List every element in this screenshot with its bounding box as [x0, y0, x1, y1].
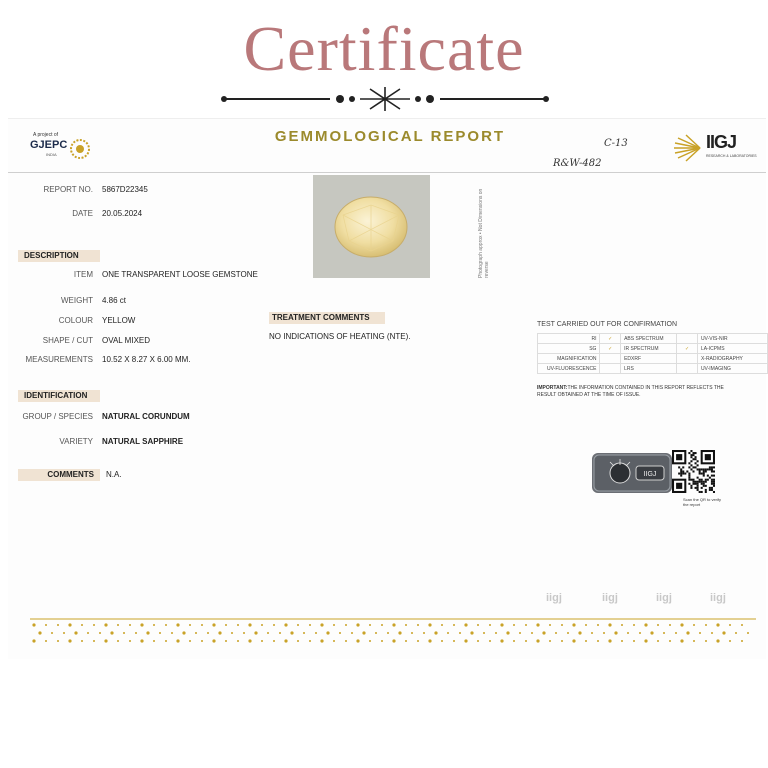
- colour-value: YELLOW: [102, 316, 136, 325]
- identification-heading: IDENTIFICATION: [18, 390, 100, 402]
- qr-note: Scan the QR to verify the report: [683, 497, 722, 507]
- report-title: GEMMOLOGICAL REPORT: [274, 128, 506, 145]
- bottom-ornament-border: [30, 617, 756, 645]
- gjepc-project-of: A project of: [33, 132, 59, 138]
- test-name: MAGNIFICATION: [538, 354, 600, 364]
- tests-title: TEST CARRIED OUT FOR CONFIRMATION: [537, 321, 678, 328]
- variety-value: NATURAL SAPPHIRE: [102, 437, 184, 446]
- page-title: Certificate: [243, 13, 525, 84]
- measurements-label: MEASUREMENTS: [25, 355, 93, 364]
- treatment-heading: TREATMENT COMMENTS: [269, 312, 385, 324]
- test-name: SG: [538, 344, 600, 354]
- photo-note: Photograph approx • Not Dimensions on reverse: [478, 188, 490, 278]
- gjepc-logo: GJEPC: [30, 139, 68, 151]
- test-check: [677, 354, 698, 364]
- handwritten-code-1: C-13: [604, 138, 628, 149]
- watermark-4: iigj: [710, 592, 726, 604]
- item-label: ITEM: [73, 270, 93, 279]
- report-no-value: 5867D22345: [102, 185, 148, 194]
- group-label: GROUP / SPECIES: [22, 412, 93, 421]
- test-check: ✓: [600, 334, 621, 344]
- tests-row: [538, 364, 768, 374]
- watermark-1: iigj: [546, 592, 562, 604]
- tests-row: [538, 354, 768, 364]
- test-check: [677, 334, 698, 344]
- test-check: [600, 364, 621, 374]
- test-name: IR SPECTRUM: [621, 344, 677, 354]
- watermark-3: iigj: [656, 592, 672, 604]
- shape-label: SHAPE / CUT: [42, 336, 93, 345]
- important-text: THE INFORMATION CONTAINED IN THIS REPORT REFLECTS THE RESULT OBTAINED AT THE TIME OF ISSUE.: [537, 385, 724, 398]
- header-divider: [8, 172, 766, 173]
- test-check: ✓: [600, 344, 621, 354]
- shape-value: OVAL MIXED: [102, 336, 151, 345]
- treatment-value: NO INDICATIONS OF HEATING (NTE).: [269, 332, 411, 341]
- gjepc-india: INDIA: [46, 152, 57, 157]
- qr-code[interactable]: [672, 450, 715, 493]
- date-value: 20.05.2024: [102, 209, 143, 218]
- variety-label: VARIETY: [59, 437, 93, 446]
- date-label: DATE: [72, 209, 93, 218]
- comments-heading: COMMENTS: [18, 469, 100, 481]
- test-check: [600, 354, 621, 364]
- iigj-logo: IIGJ: [706, 132, 737, 152]
- report-no-label: REPORT NO.: [43, 185, 93, 194]
- test-name: UV-FLUORESCENCE: [538, 364, 600, 374]
- colour-label: COLOUR: [58, 316, 93, 325]
- test-check: ✓: [677, 344, 698, 354]
- test-name: UV-VIS-NIR: [697, 334, 767, 344]
- test-name: ABS SPECTRUM: [621, 334, 677, 344]
- weight-value: 4.86 ct: [102, 296, 127, 305]
- title-divider-ornament: [220, 84, 550, 114]
- test-name: LRS: [621, 364, 677, 374]
- measurements-value: 10.52 X 8.27 X 6.00 MM.: [102, 355, 191, 364]
- svg-text:IIGJ: IIGJ: [643, 471, 657, 478]
- gemstone-image: [313, 175, 430, 278]
- important-note: [537, 385, 727, 399]
- tests-row: [538, 334, 768, 344]
- iigj-logo-sub: RESEARCH & LABORATORIES: [706, 154, 757, 158]
- gemstone-photo: [313, 175, 430, 278]
- hologram-sticker: [592, 453, 672, 493]
- test-name: RI: [538, 334, 600, 344]
- weight-label: WEIGHT: [61, 296, 93, 305]
- item-value: ONE TRANSPARENT LOOSE GEMSTONE: [102, 270, 258, 279]
- iigj-sunburst-icon: [670, 134, 704, 162]
- tests-row: [538, 344, 768, 354]
- test-check: [677, 364, 698, 374]
- test-name: LA-ICPMS: [697, 344, 767, 354]
- comments-value: N.A.: [106, 470, 122, 479]
- description-heading: DESCRIPTION: [18, 250, 100, 262]
- handwritten-code-2: R&W-482: [553, 158, 602, 169]
- group-value: NATURAL CORUNDUM: [102, 412, 190, 421]
- test-name: EDXRF: [621, 354, 677, 364]
- important-label: IMPORTANT:: [537, 385, 568, 391]
- watermark-2: iigj: [602, 592, 618, 604]
- hologram-pattern-icon: [592, 453, 672, 493]
- tests-table: [537, 333, 768, 374]
- test-name: X-RADIOGRAPHY: [697, 354, 767, 364]
- test-name: UV-IMAGING: [697, 364, 767, 374]
